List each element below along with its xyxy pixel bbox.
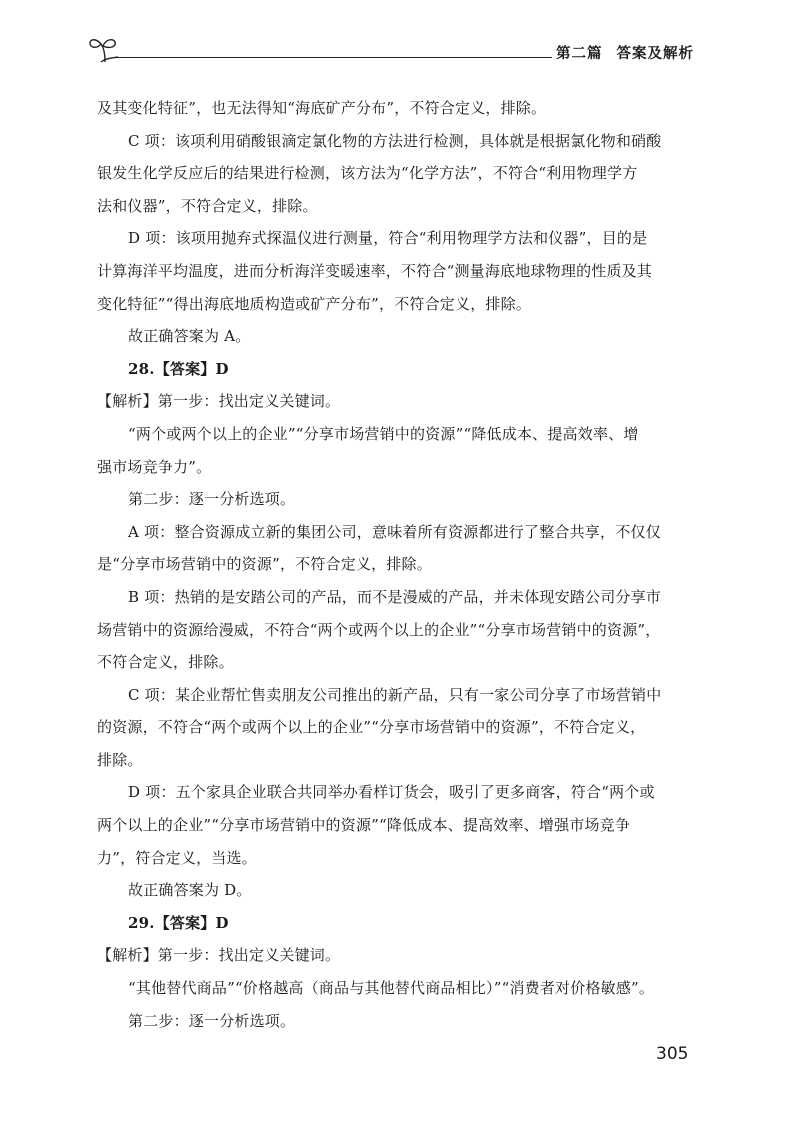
answer-heading: 28.【答案】D [128, 359, 229, 378]
answer-text-body [97, 92, 693, 1037]
text-line: 排除。 [97, 750, 143, 769]
text-line: 强市场竞争力”。 [97, 457, 212, 476]
text-line: 第二步：逐一分析选项。 [128, 1011, 296, 1030]
page-header [88, 34, 694, 68]
text-line: 不符合定义，排除。 [97, 653, 234, 672]
text-line: B 项：热销的是安踏公司的产品，而不是漫威的产品，并未体现安踏公司分享市 [128, 587, 661, 606]
header-section-title: 答案及解析 [616, 46, 694, 62]
header-title [556, 42, 694, 63]
analysis-heading: 【解析】第一步：找出定义关键词。 [97, 946, 341, 965]
text-line: 是“分享市场营销中的资源”，不符合定义，排除。 [97, 555, 432, 574]
text-line: 力”，符合定义，当选。 [97, 848, 257, 867]
answer-heading: 29.【答案】D [128, 913, 229, 932]
text-line: 计算海洋平均温度，进而分析海洋变暖速率，不符合“测量海底地球物理的性质及其 [97, 261, 653, 280]
text-line: 场营销中的资源给漫威，不符合“两个或两个以上的企业”“分享市场营销中的资源”， [97, 620, 661, 639]
header-part: 第二篇 [556, 46, 603, 62]
text-line: 及其变化特征”，也无法得知“海底矿产分布”，不符合定义，排除。 [97, 99, 547, 117]
text-line: 第二步：逐一分析选项。 [128, 490, 296, 509]
text-line: “两个或两个以上的企业”“分享市场营销中的资源”“降低成本、提高效率、增 [128, 424, 639, 443]
header-rule [114, 57, 552, 58]
text-line: C 项：某企业帮忙售卖朋友公司推出的新产品，只有一家公司分享了市场营销中 [128, 685, 662, 704]
text-line: 故正确答案为 A。 [128, 327, 251, 346]
text-line: 银发生化学反应后的结果进行检测，该方法为“化学方法”，不符合“利用物理学方 [97, 164, 638, 183]
text-line: 法和仪器”，不符合定义，排除。 [97, 196, 318, 215]
sprout-icon [88, 34, 122, 66]
analysis-heading: 【解析】第一步：找出定义关键词。 [97, 392, 341, 411]
text-line: A 项：整合资源成立新的集团公司，意味着所有资源都进行了整合共享，不仅仅 [128, 522, 661, 541]
text-line: C 项：该项利用硝酸银滴定氯化物的方法进行检测，具体就是根据氯化物和硝酸 [128, 131, 662, 150]
text-line: D 项：五个家具企业联合共同举办看样订货会，吸引了更多商客，符合“两个或 [128, 783, 655, 802]
text-line: “其他替代商品”“价格越高（商品与其他替代商品相比）”“消费者对价格敏感”。 [128, 979, 655, 998]
text-line: 两个以上的企业”“分享市场营销中的资源”“降低成本、提高效率、增强市场竞争 [97, 816, 631, 835]
text-line: 故正确答案为 D。 [128, 881, 252, 900]
text-line: D 项：该项用抛弃式探温仪进行测量，符合“利用物理学方法和仪器”，目的是 [128, 229, 648, 248]
text-line: 的资源，不符合“两个或两个以上的企业”“分享市场营销中的资源”，不符合定义， [97, 718, 646, 737]
text-line: 变化特征”“得出海底地质构造或矿产分布”，不符合定义，排除。 [97, 294, 532, 313]
page-number: 305 [656, 1044, 689, 1064]
